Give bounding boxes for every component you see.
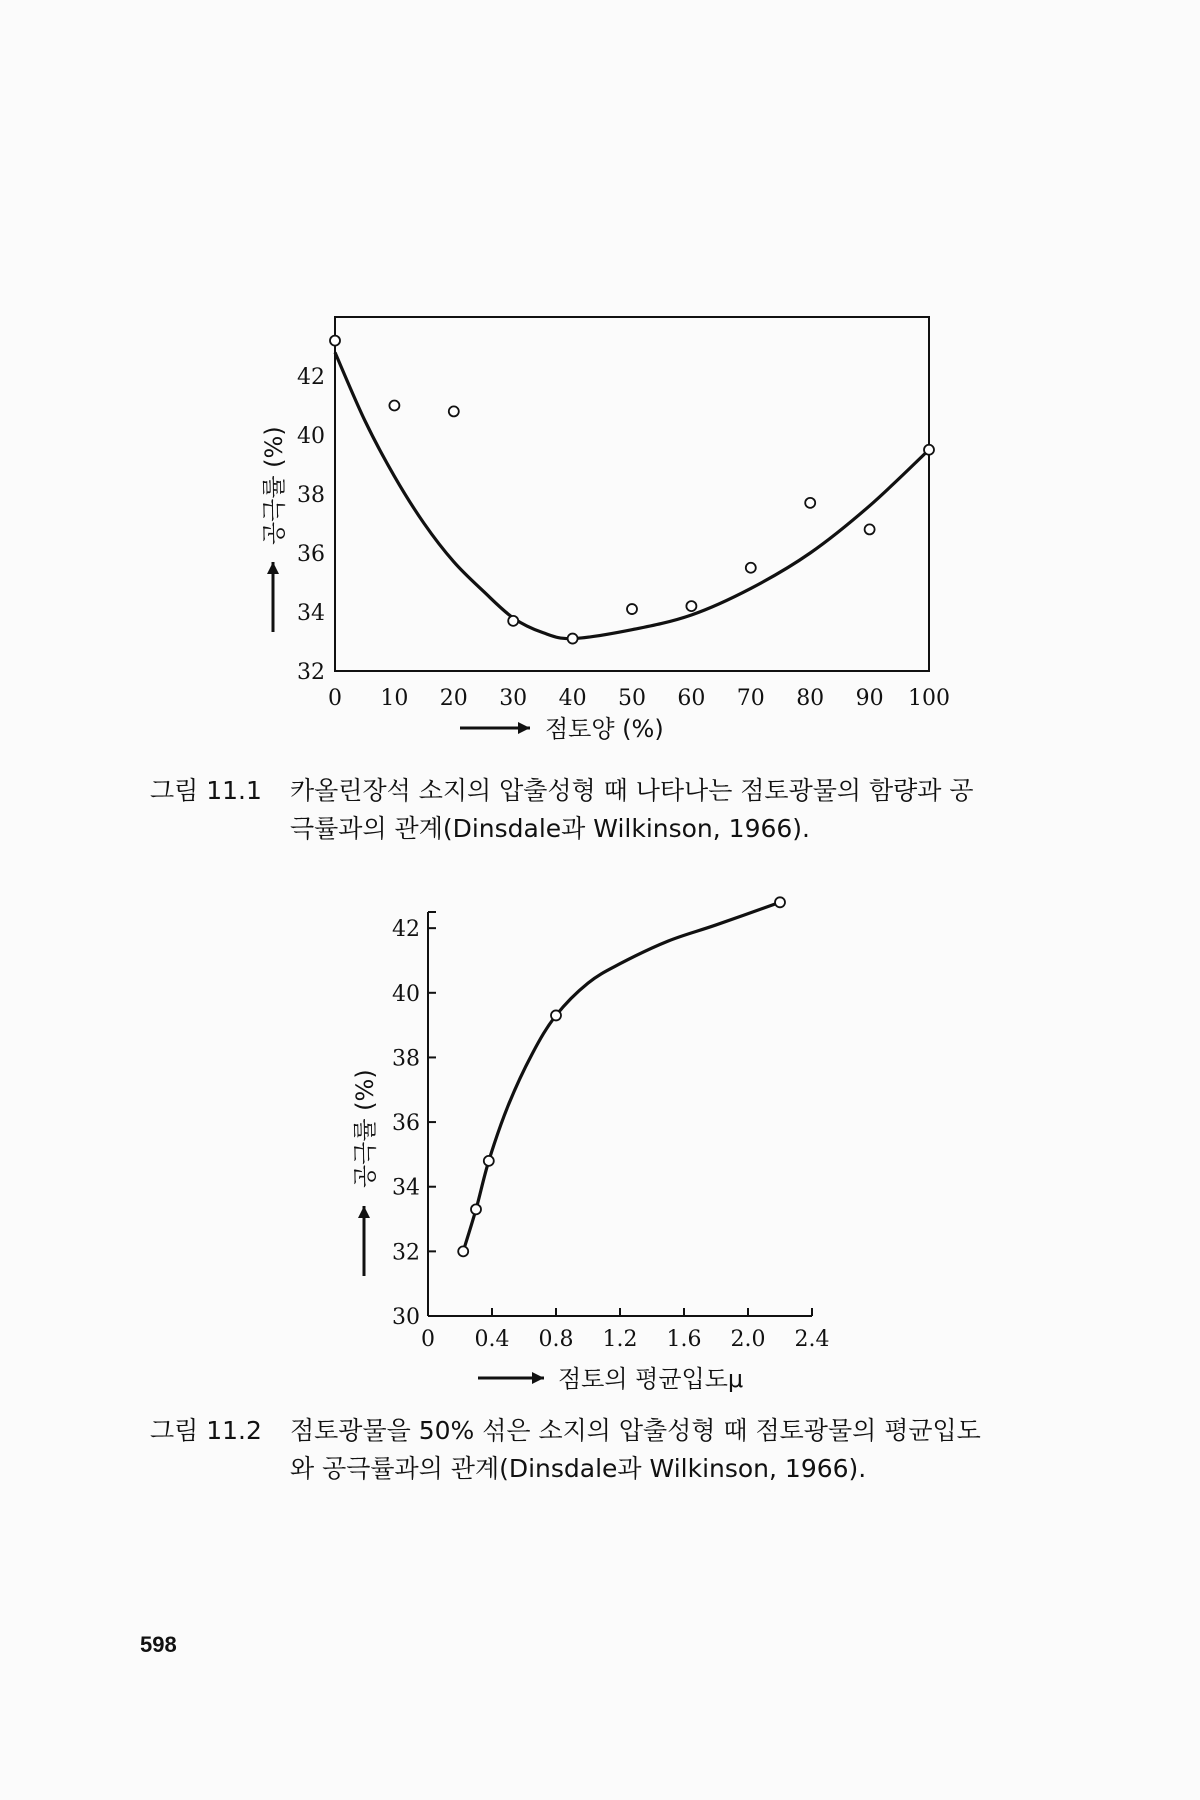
x-axis-arrow-head [532,1372,544,1384]
y-tick-label: 36 [297,542,325,567]
x-tick-label: 0.4 [474,1327,510,1352]
x-tick-label: 90 [855,686,884,711]
y-tick-label: 38 [297,483,325,508]
y-tick-label: 32 [297,660,325,685]
caption-number: 그림 11.2 [150,1416,262,1445]
fitted-curve [463,902,780,1251]
x-axis-title: 점토의 평균입도μ [558,1365,744,1393]
y-tick-label: 30 [392,1305,420,1330]
data-point [775,897,785,907]
caption-line-1: 점토광물을 50% 섞은 소지의 압출성형 때 점토광물의 평균입도 [290,1416,981,1445]
x-tick-label: 80 [796,686,825,711]
y-tick-label: 34 [297,601,325,626]
x-tick-label: 60 [677,686,706,711]
caption-line-1: 카올린장석 소지의 압출성형 때 나타나는 점토광물의 함량과 공 [290,776,974,805]
x-tick-label: 1.2 [602,1327,638,1352]
caption-line-2: 극률과의 관계(Dinsdale과 Wilkinson, 1966). [290,814,810,843]
x-tick-label: 20 [439,686,468,711]
y-tick-label: 38 [392,1046,420,1072]
y-tick-label: 42 [297,365,325,390]
data-point [484,1156,494,1166]
y-tick-label: 34 [392,1175,420,1201]
y-axis-title: 공극률 (%) [351,1069,379,1188]
data-point [458,1246,468,1256]
x-tick-label: 1.6 [666,1327,702,1352]
y-tick-label: 40 [297,424,325,449]
y-tick-label: 40 [392,981,420,1007]
data-point [551,1010,561,1020]
x-tick-label: 10 [380,686,409,711]
x-tick-label: 30 [499,686,528,711]
x-axis-title: 점토양 (%) [545,715,664,743]
page-number: 598 [140,1632,177,1657]
x-tick-label: 70 [736,686,765,711]
y-tick-label: 36 [392,1111,420,1137]
x-tick-label: 2.0 [730,1327,766,1352]
x-tick-label: 0 [328,686,342,711]
data-point [471,1204,481,1214]
y-axis-title: 공극률 (%) [260,426,288,545]
x-tick-label: 0.8 [538,1327,574,1352]
y-axis-arrow-head [358,1206,370,1218]
x-tick-label: 0 [421,1327,435,1352]
caption-line-2: 와 공극률과의 관계(Dinsdale과 Wilkinson, 1966). [290,1454,867,1483]
x-tick-label: 2.4 [794,1327,830,1352]
caption-number: 그림 11.1 [150,776,262,805]
y-tick-label: 42 [392,917,420,943]
x-tick-label: 100 [908,686,950,711]
x-tick-label: 40 [558,686,587,711]
x-tick-label: 50 [618,686,646,711]
figure-11-2-caption [150,1412,1050,1488]
y-tick-label: 32 [392,1240,420,1266]
